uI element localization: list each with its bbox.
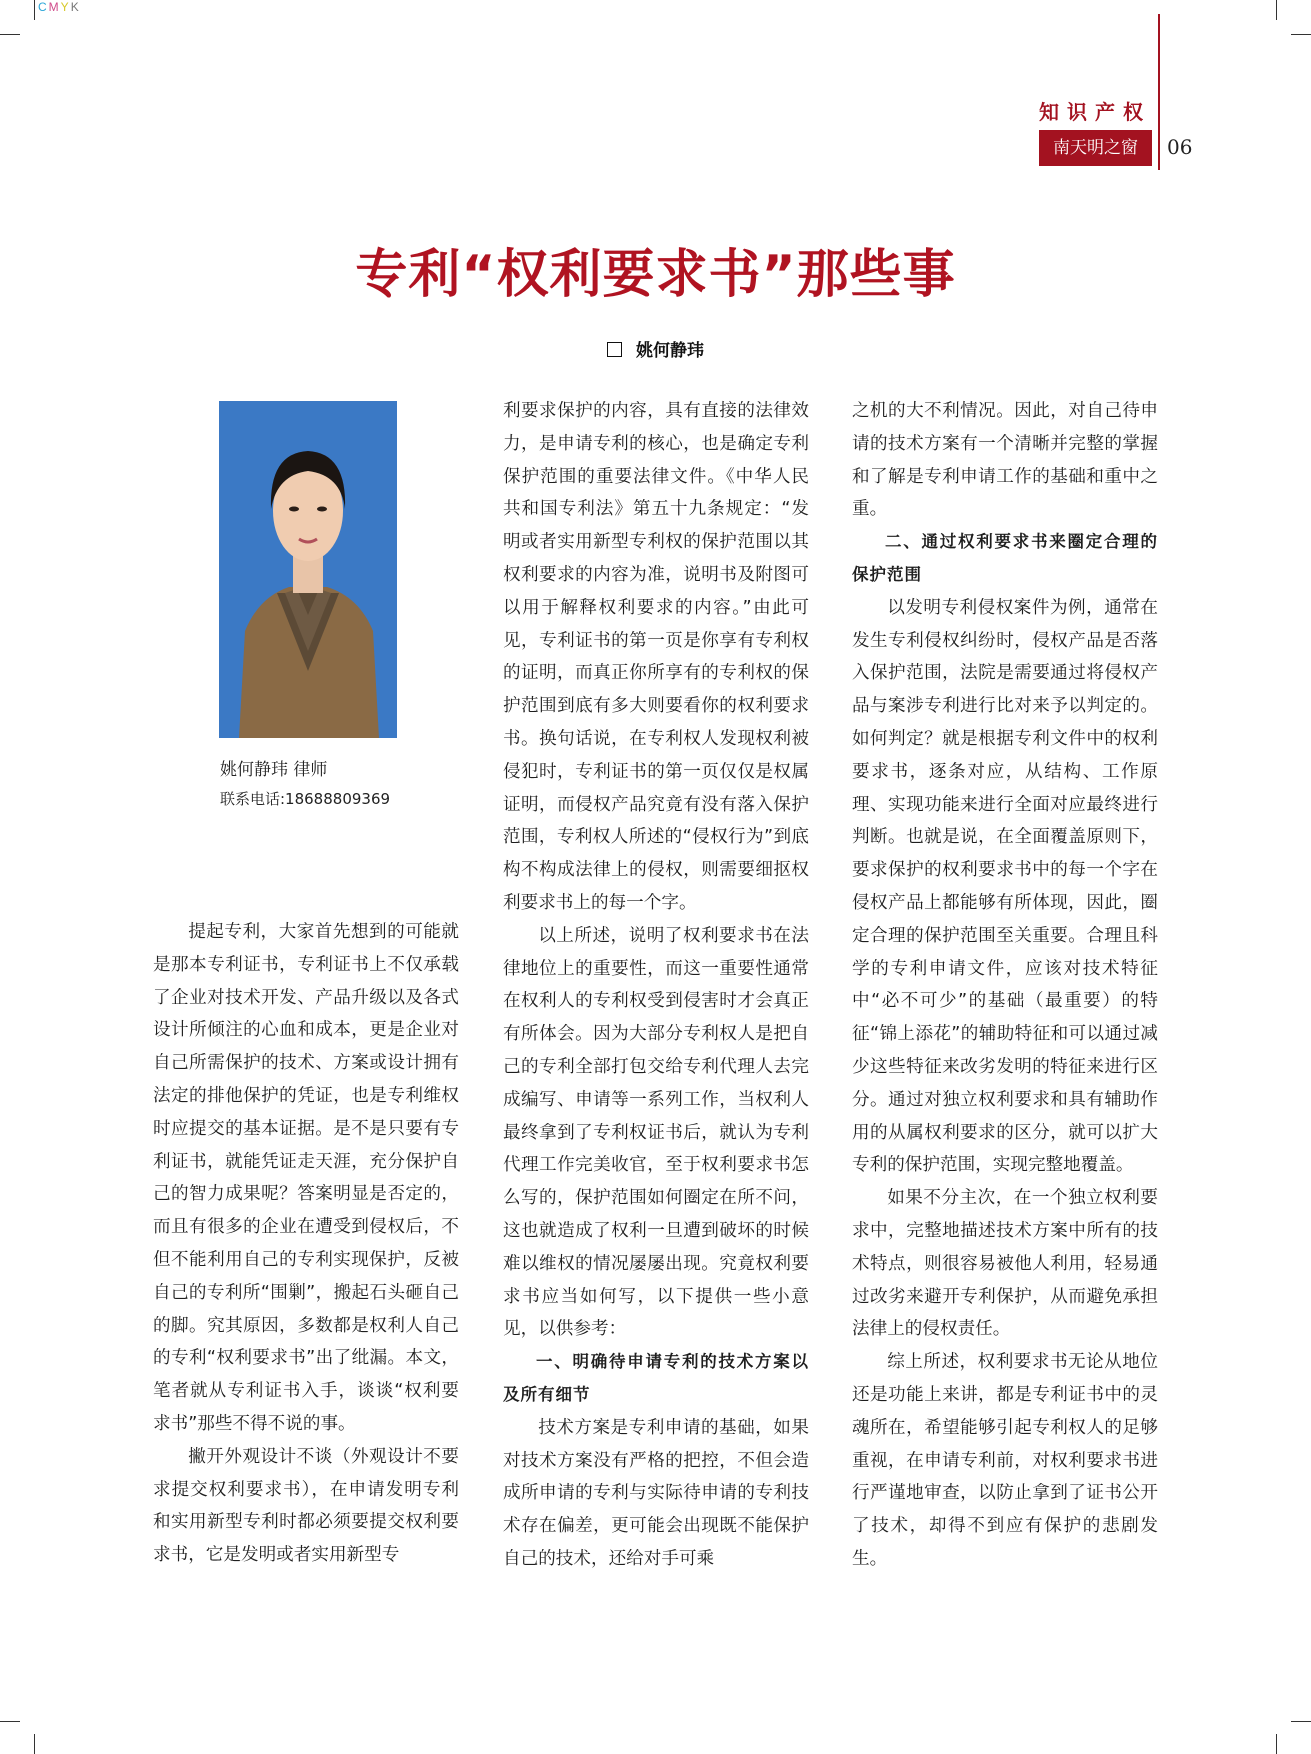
color-mark-k: K xyxy=(70,0,81,14)
color-mark-y: Y xyxy=(60,0,71,14)
crop-mark xyxy=(0,1721,20,1722)
subheading: 二、通过权利要求书来圈定合理的保护范围 xyxy=(852,532,1158,584)
crop-mark xyxy=(1276,0,1277,20)
article-column-1 xyxy=(153,916,459,1572)
page-number: 06 xyxy=(1167,135,1193,159)
author-card-phone: 联系电话:18688809369 xyxy=(220,790,391,808)
crop-mark xyxy=(0,34,20,35)
paragraph-continued: 之机的大不利情况。因此，对自己待申请的技术方案有一个清晰并完整的掌握和了解是专利申请工作的基础和重中之重。 xyxy=(852,401,1158,520)
color-mark-c: C xyxy=(38,0,49,14)
color-bar-label xyxy=(38,0,81,14)
square-icon xyxy=(607,342,622,357)
author-photo xyxy=(219,401,397,738)
color-mark-m: M xyxy=(48,0,61,14)
byline xyxy=(0,336,1311,361)
subheading: 一、明确待申请专利的技术方案以及所有细节 xyxy=(503,1352,809,1404)
paragraph: 撇开外观设计不谈（外观设计不要求提交权利要求书），在申请发明专利和实用新型专利时都必须要提交权利要求书，它是发明或者实用新型专 xyxy=(153,1446,459,1566)
paragraph: 如果不分主次，在一个独立权利要求中，完整地描述技术方案中所有的技术特点，则很容易被他人利用，轻易通过改劣来避开专利保护，从而避免承担法律上的侵权责任。 xyxy=(852,1188,1158,1340)
crop-mark xyxy=(1291,34,1311,35)
paragraph: 综上所述，权利要求书无论从地位还是功能上来讲，都是专利证书中的灵魂所在，希望能够引起专利权人的足够重视，在申请专利前，对权利要求书进行严谨地审查，以防止拿到了证书公开了技术，却得不到应有保护的悲剧发生。 xyxy=(852,1352,1158,1569)
paragraph: 技术方案是专利申请的基础，如果对技术方案没有严格的把控，不但会造成所申请的专利与实际待申请的专利技术存在偏差，更可能会出现既不能保护自己的技术，还给对手可乘 xyxy=(503,1417,809,1569)
paragraph: 提起专利，大家首先想到的可能就是那本专利证书，专利证书上不仅承载了企业对技术开发、产品升级以及各式设计所倾注的心血和成本，更是企业对自己所需保护的技术、方案或设计拥有法定的排他保护的凭证，也是专利维权时应提交的基本证据。是不是只要有专利证书，就能凭证走天涯，充分保护自己的智力成果呢？答案明显是否定的，而且有很多的企业在遭受到侵权后，不但不能利用自己的专利实现保护，反被自己的专利所“围剿”，搬起石头砸自己的脚。究其原因，多数都是权利人自己的专利“权利要求书”出了纰漏。本文，笔者就从专利证书入手，谈谈“权利要求书”那些不得不说的事。 xyxy=(153,922,459,1434)
column-badge: 南天明之窗 xyxy=(1039,130,1152,166)
crop-mark xyxy=(34,1734,35,1754)
crop-mark xyxy=(34,0,35,20)
article-title: 专利“权利要求书”那些事 xyxy=(355,245,956,305)
crop-mark xyxy=(1291,1721,1311,1722)
paragraph-continued: 利要求保护的内容，具有直接的法律效力，是申请专利的核心，也是确定专利保护范围的重要法律文件。《中华人民共和国专利法》第五十九条规定：“发明或者实用新型专利权的保护范围以其权利要求的内容为准，说明书及附图可以用于解释权利要求的内容。”由此可见，专利证书的第一页是你享有专利权的证明，而真正你所享有的专利权的保护范围到底有多大则要看你的权利要求书。换句话说，在专利权人发现权利被侵犯时，专利证书的第一页仅仅是权属证明，而侵权产品究竟有没有落入保护范围，专利权人所述的“侵权行为”到底构不构成法律上的侵权，则需要细抠权利要求书上的每一个字。 xyxy=(503,401,809,913)
paragraph: 以发明专利侵权案件为例，通常在发生专利侵权纠纷时，侵权产品是否落入保护范围，法院是需要通过将侵权产品与案涉专利进行比对来予以判定的。如何判定？就是根据专利文件中的权利要求书，逐条对应，从结构、工作原理、实现功能来进行全面对应最终进行判断。也就是说，在全面覆盖原则下，要求保护的权利要求书中的每一个字在侵权产品上都能够有所体现，因此，圈定合理的保护范围至关重要。合理且科学的专利申请文件，应该对技术特征中“必不可少”的基础（最重要）的特征“锦上添花”的辅助特征和可以通过减少这些特征来改劣发明的特征来进行区分。通过对独立权利要求和具有辅助作用的从属权利要求的区分，就可以扩大专利的保护范围，实现完整地覆盖。 xyxy=(852,597,1158,1176)
article-column-3 xyxy=(852,395,1158,1576)
section-title: 知识产权 xyxy=(1039,100,1151,124)
author-card-name: 姚何静玮 律师 xyxy=(220,760,328,780)
author-name: 姚何静玮 xyxy=(636,341,704,361)
article-column-2 xyxy=(503,395,809,1576)
paragraph: 以上所述，说明了权利要求书在法律地位上的重要性，而这一重要性通常在权利人的专利权受到侵害时才会真正有所体会。因为大部分专利权人是把自己的专利全部打包交给专利代理人去完成编写、申请等一系列工作，当权利人最终拿到了专利权证书后，就认为专利代理工作完美收官，至于权利要求书怎么写的，保护范围如何圈定在所不问，这也就造成了权利一旦遭到破坏的时候难以维权的情况屡屡出现。究竟权利要求书应当如何写，以下提供一些小意见，以供参考： xyxy=(503,925,809,1340)
portrait-illustration xyxy=(219,401,397,738)
crop-mark xyxy=(1276,1734,1277,1754)
header-divider xyxy=(1158,14,1160,170)
